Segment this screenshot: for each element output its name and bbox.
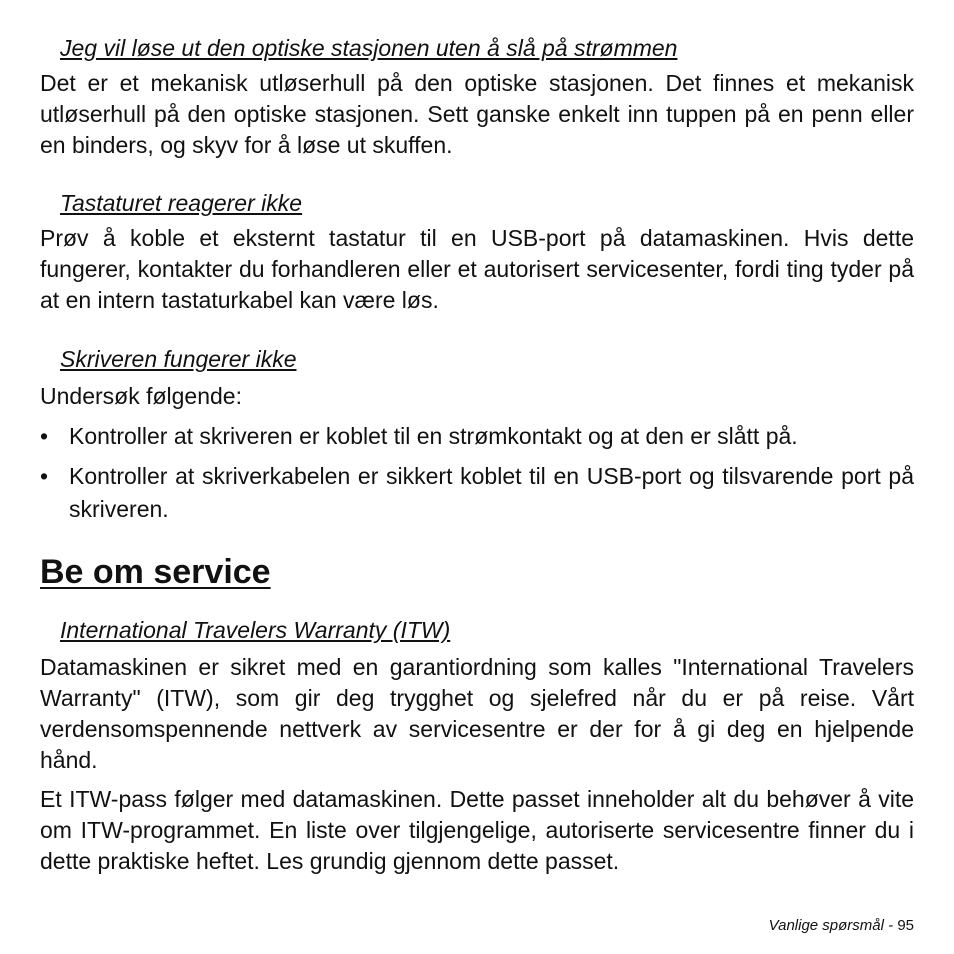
subheading-optical-drive: Jeg vil løse ut den optiske stasjonen uten å slå på strømmen	[60, 35, 678, 61]
subheading-itw: International Travelers Warranty (ITW)	[60, 617, 451, 643]
paragraph-keyboard: Prøv å koble et eksternt tastatur til en USB-port på datamaskinen. Hvis dette fungerer, kontakter du forhandleren eller et autorisert servicesenter, fordi ting tyder på at en intern tastaturkabel kan være løs.	[40, 225, 914, 313]
list-item-text: Kontroller at skriveren er koblet til en strømkontakt og at den er slått på.	[69, 423, 798, 449]
list-item	[40, 420, 914, 453]
footer-label: Vanlige spørsmål -	[768, 917, 898, 934]
list-item	[40, 460, 914, 526]
printer-checklist	[40, 420, 914, 526]
page-heading: Be om service	[40, 553, 271, 591]
section-itw	[40, 615, 914, 877]
page-footer	[769, 917, 914, 934]
paragraph-optical-drive: Det er et mekanisk utløserhull på den optiske stasjonen. Det finnes et mekanisk utløserhull på den optiske stasjonen. Sett ganske enkelt inn tuppen på en penn eller en binders, og skyv for å løse ut skuffen.	[40, 70, 914, 158]
section-printer	[40, 344, 914, 526]
bullet-icon: •	[40, 423, 49, 449]
bullet-icon: •	[40, 463, 49, 489]
paragraph-itw-1: Datamaskinen er sikret med en garantiordning som kalles "International Travelers Warranty" (ITW), som gir deg trygghet og sjelefred når du er på reise. Vårt verdensomspennende nettverk av servicesentre er der for å gi deg en hjelpende hånd.	[40, 654, 914, 773]
paragraph-itw-2: Et ITW-pass følger med datamaskinen. Dette passet inneholder alt du behøver å vite om ITW-programmet. En liste over tilgjengelige, autoriserte servicesentre finner du i dette praktiske heftet. Les grundig gjennom dette passet.	[40, 786, 914, 874]
page-number: 95	[897, 917, 914, 934]
section-service	[40, 552, 914, 592]
subheading-printer: Skriveren fungerer ikke	[60, 346, 297, 372]
section-keyboard	[40, 188, 914, 316]
subheading-keyboard: Tastaturet reagerer ikke	[60, 190, 303, 216]
paragraph-printer-intro: Undersøk følgende:	[40, 383, 242, 409]
section-optical-drive	[40, 33, 914, 161]
list-item-text: Kontroller at skriverkabelen er sikkert koblet til en USB-port og tilsvarende port på skriveren.	[69, 463, 914, 522]
